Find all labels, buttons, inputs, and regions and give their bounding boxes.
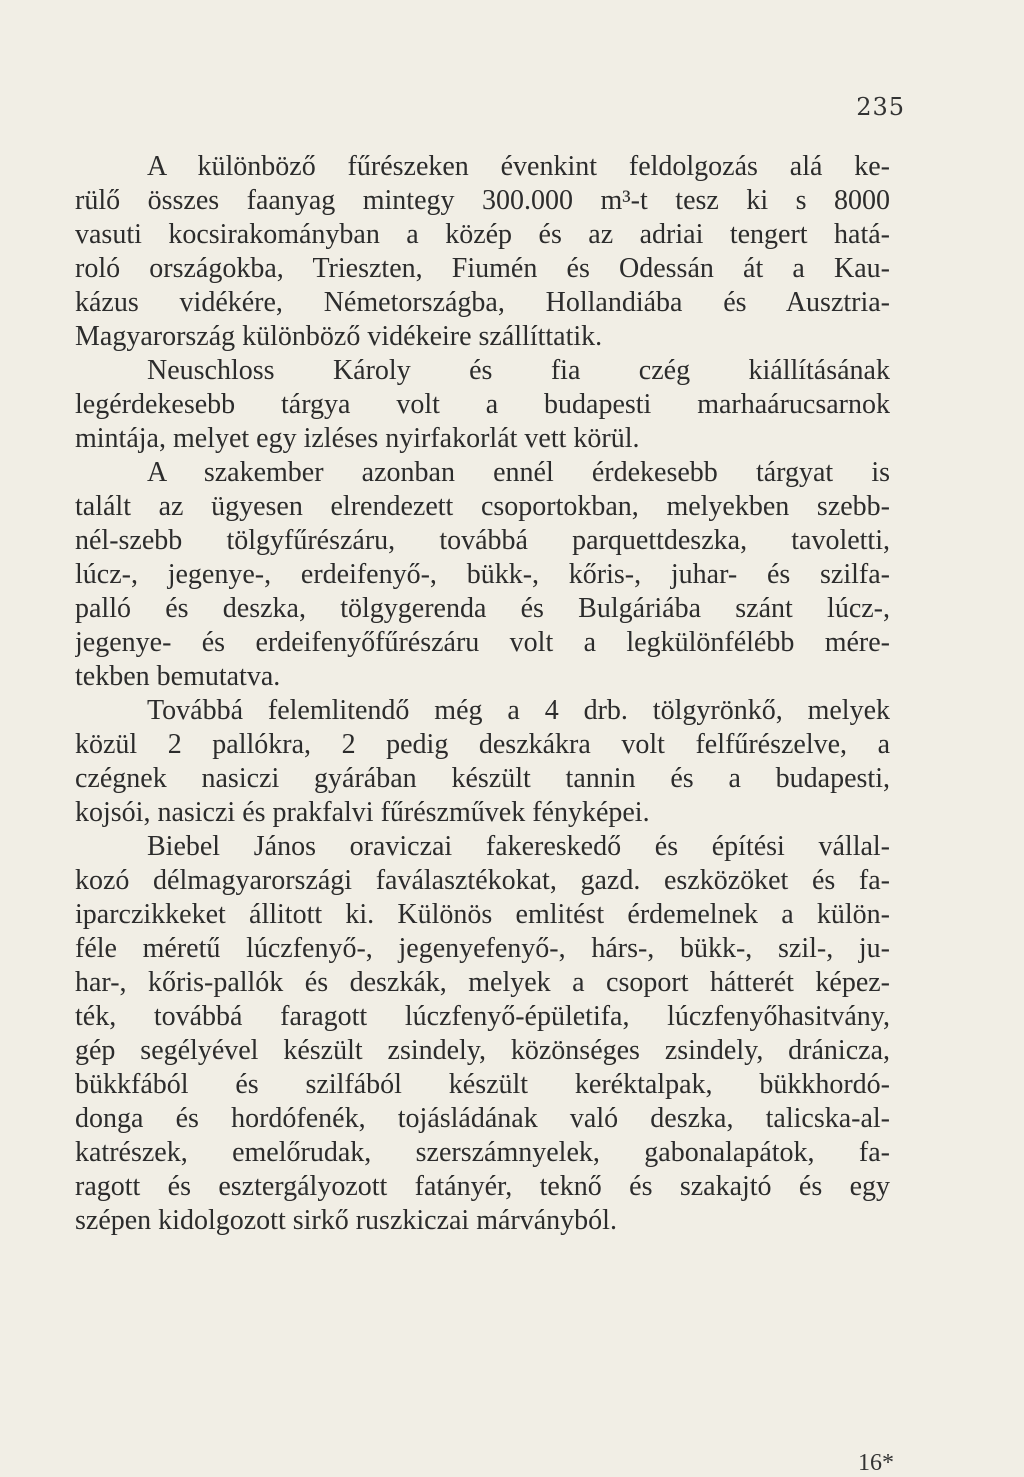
text-line: Magyarország különböző vidékeire szállíttatik. [75,321,603,352]
text-line: kozó délmagyarországi faválasztékokat, gazd. eszközöket és fa- [75,865,890,896]
text-line: iparczikkeket állitott ki. Különös emlitést érdemelnek a külön- [75,899,890,930]
text-line: bükkfából és szilfából készült keréktalpak, bükkhordó- [75,1069,890,1100]
text-line: lúcz-, jegenye-, erdeifenyő-, bükk-, kőris-, juhar- és szilfa- [75,559,890,590]
text-line: ték, továbbá faragott lúczfenyő-épületifa, lúczfenyőhasitvány, [75,1001,890,1032]
text-line: A különböző fűrészeken évenkint feldolgozás alá ke- [147,151,890,182]
text-line: Neuschloss Károly és fia czég kiállításának [147,355,890,386]
text-line: katrészek, emelőrudak, szerszámnyelek, gabonalapátok, fa- [75,1137,890,1168]
text-line: féle méretű lúczfenyő-, jegenyefenyő-, hárs-, bükk-, szil-, ju- [75,933,890,964]
text-line: rülő összes faanyag mintegy 300.000 m³-t tesz ki s 8000 [75,185,890,216]
text-line: har-, kőris-pallók és deszkák, melyek a csoport hátterét képez- [75,967,890,998]
text-line: jegenye- és erdeifenyőfűrészáru volt a legkülönfélébb mére- [75,627,890,658]
text-line: kázus vidékére, Németországba, Hollandiába és Ausztria- [75,287,890,318]
text-line: tekben bemutatva. [75,661,281,692]
text-line: A szakember azonban ennél érdekesebb tárgyat is [147,457,890,488]
text-line: gép segélyével készült zsindely, közönséges zsindely, dránicza, [75,1035,890,1066]
text-line: talált az ügyesen elrendezett csoportokban, melyekben szebb- [75,491,890,522]
text-line: donga és hordófenék, tojásládának való deszka, talicska-al- [75,1103,890,1134]
text-line: legérdekesebb tárgya volt a budapesti marhaárucsarnok [75,389,890,420]
text-line: nél-szebb tölgyfűrészáru, továbbá parquettdeszka, tavoletti, [75,525,890,556]
text-line: mintája, melyet egy izléses nyirfakorlát vett körül. [75,423,640,454]
text-line: kojsói, nasiczi és prakfalvi fűrészművek fényképei. [75,797,650,828]
text-line: roló országokba, Trieszten, Fiumén és Odessán át a Kau- [75,253,890,284]
body-text [75,150,890,1238]
text-line: czégnek nasiczi gyárában készült tannin és a budapesti, [75,763,890,794]
signature-mark: 16* [858,1450,894,1476]
text-line: ragott és esztergályozott fatányér, teknő és szakajtó és egy [75,1171,890,1202]
text-line: vasuti kocsirakományban a közép és az adriai tengert hatá- [75,219,890,250]
page-number: 235 [856,93,905,121]
text-line: közül 2 pallókra, 2 pedig deszkákra volt felfűrészelve, a [75,729,890,760]
text-line: palló és deszka, tölgygerenda és Bulgáriába szánt lúcz-, [75,593,890,624]
text-line: Biebel János oraviczai fakereskedő és építési vállal- [147,831,890,862]
text-line: szépen kidolgozott sirkő ruszkiczai márványból. [75,1205,617,1236]
text-line: Továbbá felemlitendő még a 4 drb. tölgyrönkő, melyek [147,695,890,726]
